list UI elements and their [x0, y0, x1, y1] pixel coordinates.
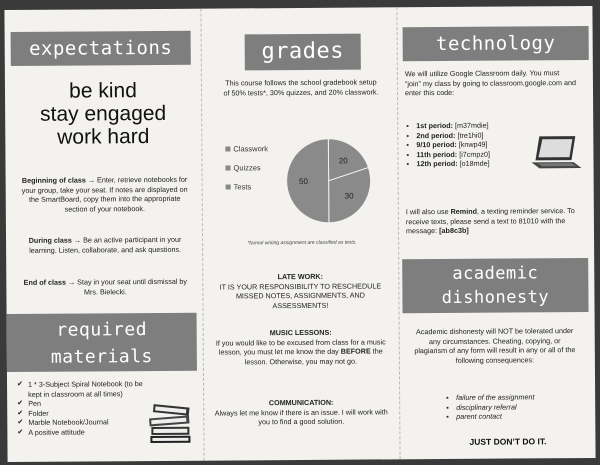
- end-title: End of class →: [23, 277, 76, 287]
- period-label: 11th period:: [416, 149, 458, 159]
- dishonesty-banner-line2: dishonesty: [441, 287, 550, 309]
- period-code: [i7cmpz0]: [459, 149, 490, 159]
- period-code: [o18mde]: [459, 158, 490, 168]
- remind-bold: Remind: [450, 206, 477, 216]
- period-code-list: [405, 120, 535, 168]
- materials-item: ✔ Folder: [17, 408, 147, 418]
- technology-intro: We will utilize Google Classroom daily. You must “join” my class by going to classroom.google.com and enter this code:: [404, 68, 576, 98]
- legend-swatch: [226, 165, 231, 170]
- period-label: 9/10 period:: [416, 139, 457, 150]
- technology-column: [396, 6, 595, 459]
- during-text: Be an active participant in your learning. Listen, collaborate, and ask questions.: [29, 234, 182, 255]
- remind-code: [ab8c3b]: [439, 225, 469, 236]
- music-lessons: [211, 327, 391, 366]
- materials-item: ✔ Pen: [17, 398, 147, 408]
- music-text: [211, 337, 391, 367]
- pie-label-quizzes: 30: [344, 191, 354, 201]
- book-stack-icon: [147, 393, 193, 445]
- music-text-part1: If you would like to be excused from class for a music lesson, you must let me know the day: [215, 336, 386, 357]
- remind-part1: I will also use: [405, 206, 451, 217]
- late-work-title: LATE WORK:: [277, 271, 324, 282]
- period-code: [knwp49]: [458, 139, 488, 149]
- materials-item: ✔ A positive attitude: [17, 427, 147, 437]
- legend-label: Classwork: [233, 144, 269, 154]
- technology-banner: technology: [403, 26, 589, 61]
- grades-intro: This course follows the school gradebook setup of 50% tests*, 30% quizzes, and 20% classwork.: [223, 77, 379, 98]
- period-code: [m37mdie]: [454, 120, 489, 130]
- motto-work-hard: work hard: [57, 125, 150, 149]
- legend-label: Quizzes: [233, 163, 261, 173]
- communication-text: Always let me know if there is an issue. I will work with you to find a good solution.: [214, 406, 388, 427]
- music-text-part2: the lesson. Otherwise, you may not go.: [244, 346, 383, 366]
- grades-pie-chart: [283, 135, 374, 226]
- grades-footnote: *formal writing assignment are classified as tests.: [247, 239, 357, 247]
- period-code: [tre1hi0]: [457, 130, 484, 140]
- period-label: 2nd period:: [416, 130, 456, 140]
- materials-banner-line1: required: [56, 319, 148, 341]
- communication: [211, 397, 391, 427]
- grades-banner: grades: [245, 34, 361, 71]
- end-text: Stay in your seat until dismissal by Mrs. Bielecki.: [77, 276, 188, 297]
- just-dont-do-it: JUST DON’T DO IT.: [469, 436, 547, 447]
- beginning-text: Enter, retrieve notebooks for your group, take your seat. If notes are displayed on the SmartBoard, copy them into the appropriate section of your notebook.: [21, 174, 188, 214]
- legend-item-tests: [226, 182, 269, 191]
- during-title: During class →: [28, 235, 82, 245]
- laptop-icon: [529, 132, 583, 172]
- materials-banner-line2: materials: [50, 346, 153, 368]
- beginning-of-class: [18, 175, 192, 214]
- during-class: [18, 235, 192, 255]
- communication-title: COMMUNICATION:: [268, 397, 334, 408]
- consequence-item: ▪ disciplinary referral: [445, 402, 575, 412]
- late-work: [210, 271, 390, 310]
- period-code-item: [405, 158, 535, 168]
- dishonesty-banner-line1: academic: [452, 263, 539, 284]
- materials-item: ✔ 1 * 3-Subject Spiral Notebook (to be kept in classroom at all times): [17, 379, 147, 399]
- materials-banner: [7, 313, 197, 372]
- legend-swatch: [226, 184, 231, 189]
- legend-label: Tests: [233, 182, 252, 192]
- period-label: 12th period:: [416, 158, 458, 169]
- beginning-title: Beginning of class →: [21, 175, 96, 185]
- syllabus-brochure: [4, 6, 595, 462]
- end-of-class: [18, 277, 192, 297]
- grades-column: [200, 7, 399, 460]
- consequences-list: [445, 392, 575, 421]
- expectations-column: [4, 9, 203, 462]
- materials-item: ✔ Marble Notebook/Journal: [17, 417, 147, 427]
- music-title: MUSIC LESSONS:: [269, 327, 332, 338]
- period-label: 1st period:: [416, 120, 454, 131]
- dishonesty-text: Academic dishonesty will NOT be tolerated under any circumstances. Cheating, copying, or plagiarism of any form will result in any or all of the following consequences:: [414, 326, 576, 365]
- remind-text: [406, 206, 586, 236]
- music-text-bold: BEFORE: [340, 346, 371, 356]
- legend-item-quizzes: [226, 163, 269, 172]
- dishonesty-banner: [402, 258, 588, 313]
- motto-stay-engaged: stay engaged: [40, 101, 167, 126]
- remind-part2: , a texting reminder service. To receive texts, please send a text to 81010 with the message:: [405, 206, 575, 236]
- motto-be-kind: be kind: [69, 79, 137, 103]
- pie-legend: [225, 144, 268, 200]
- pie-label-classwork: 20: [338, 156, 348, 166]
- consequence-item: ▪ failure of the assignment: [445, 392, 575, 402]
- expectations-banner: expectations: [11, 31, 191, 66]
- materials-list: [17, 379, 147, 437]
- consequence-item: ▪ parent contact: [445, 411, 575, 421]
- legend-item-classwork: [225, 144, 268, 153]
- pie-label-tests: 50: [298, 176, 308, 187]
- legend-swatch: [225, 146, 230, 151]
- late-work-text: IT IS YOUR RESPONSIBILITY TO RESCHEDULE MISSED NOTES, ASSIGNMENTS, AND ASSESSMENTS!: [219, 280, 382, 310]
